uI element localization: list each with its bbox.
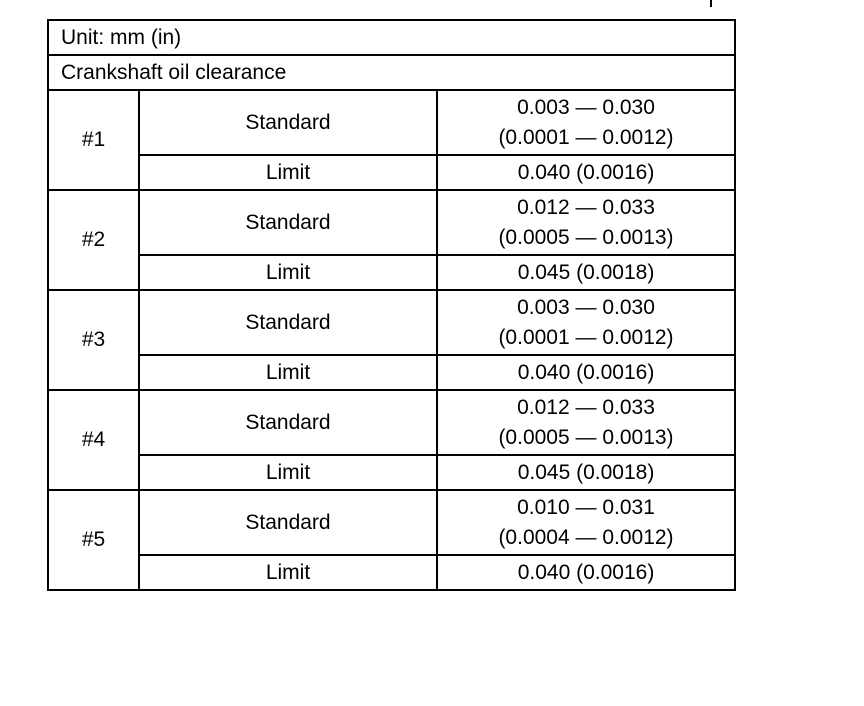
standard-row — [48, 90, 735, 155]
limit-row — [48, 555, 735, 590]
standard-label: Standard — [139, 190, 437, 255]
standard-label: Standard — [139, 290, 437, 355]
crankshaft-oil-clearance-table — [47, 19, 736, 591]
limit-label: Limit — [139, 455, 437, 490]
standard-value-in: (0.0001 — 0.0012) — [498, 325, 674, 349]
limit-row — [48, 355, 735, 390]
standard-value-mm: 0.003 — 0.030 — [517, 95, 655, 119]
limit-row — [48, 155, 735, 190]
standard-label: Standard — [139, 90, 437, 155]
journal-number: #4 — [48, 390, 139, 490]
corner-mark — [710, 0, 712, 7]
limit-row — [48, 455, 735, 490]
standard-label: Standard — [139, 490, 437, 555]
standard-value — [437, 190, 735, 255]
standard-value — [437, 290, 735, 355]
limit-value: 0.045 (0.0018) — [437, 255, 735, 290]
standard-value-mm: 0.012 — 0.033 — [517, 395, 655, 419]
standard-value-in: (0.0005 — 0.0013) — [498, 425, 674, 449]
standard-row — [48, 490, 735, 555]
standard-row — [48, 190, 735, 255]
journal-number: #1 — [48, 90, 139, 190]
journal-number: #2 — [48, 190, 139, 290]
limit-value: 0.040 (0.0016) — [437, 155, 735, 190]
standard-value — [437, 390, 735, 455]
unit-row — [48, 20, 735, 55]
journal-number: #5 — [48, 490, 139, 590]
limit-label: Limit — [139, 155, 437, 190]
standard-value-mm: 0.010 — 0.031 — [517, 495, 655, 519]
standard-row — [48, 390, 735, 455]
standard-value — [437, 490, 735, 555]
limit-value: 0.040 (0.0016) — [437, 555, 735, 590]
standard-value-in: (0.0005 — 0.0013) — [498, 225, 674, 249]
standard-row — [48, 290, 735, 355]
limit-row — [48, 255, 735, 290]
journal-number: #3 — [48, 290, 139, 390]
limit-label: Limit — [139, 355, 437, 390]
limit-value: 0.040 (0.0016) — [437, 355, 735, 390]
unit-label: Unit: mm (in) — [48, 20, 735, 55]
standard-value-mm: 0.012 — 0.033 — [517, 195, 655, 219]
standard-value-in: (0.0001 — 0.0012) — [498, 125, 674, 149]
title-row — [48, 55, 735, 90]
limit-value: 0.045 (0.0018) — [437, 455, 735, 490]
limit-label: Limit — [139, 555, 437, 590]
standard-label: Standard — [139, 390, 437, 455]
limit-label: Limit — [139, 255, 437, 290]
standard-value — [437, 90, 735, 155]
standard-value-mm: 0.003 — 0.030 — [517, 295, 655, 319]
section-title: Crankshaft oil clearance — [48, 55, 735, 90]
standard-value-in: (0.0004 — 0.0012) — [498, 525, 674, 549]
